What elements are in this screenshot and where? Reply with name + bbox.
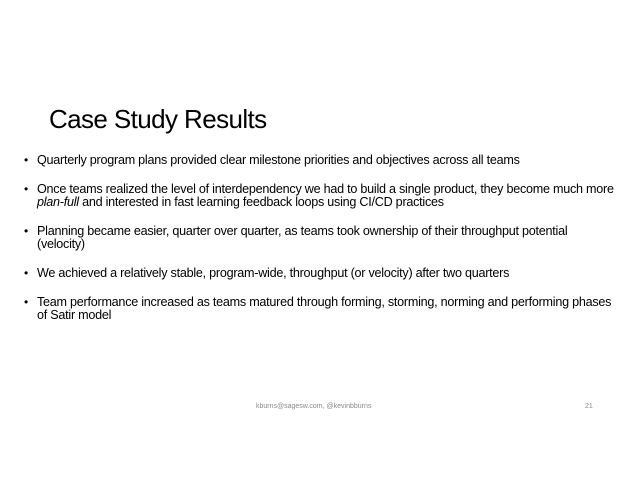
bullet-text-segment: We achieved a relatively stable, program-wide, throughput (or velocity) after two quarters <box>37 266 510 280</box>
bullet-point-icon: • <box>24 295 28 309</box>
bullet-text-segment: Once teams realized the level of interdependency we had to build a single product, they become much more <box>37 182 614 196</box>
bullet-text-segment: and interested in fast learning feedback loops using CI/CD practices <box>78 195 444 209</box>
bullet-text-segment: Planning became easier, quarter over quarter, as teams took ownership of their throughput potential (velocity) <box>37 224 568 251</box>
bullet-text <box>37 153 520 167</box>
bullet-text <box>37 266 509 280</box>
bullet-text-segment: Team performance increased as teams matured through forming, storming, norming and performing phases of Satir model <box>37 295 612 322</box>
bullet-text-emphasis: plan-full <box>37 195 79 209</box>
bullet-point-icon: • <box>24 153 28 167</box>
footer-contact: kburns@sagesw.com, @kevinbburns <box>256 403 372 410</box>
bullet-list <box>24 154 614 322</box>
bullet-point-icon: • <box>24 266 28 280</box>
bullet-text-segment: Quarterly program plans provided clear milestone priorities and objectives across all teams <box>37 153 520 167</box>
bullet-text <box>37 295 611 322</box>
bullet-item <box>24 154 614 167</box>
bullet-point-icon: • <box>24 182 28 196</box>
bullet-point-icon: • <box>24 224 28 238</box>
bullet-item <box>24 267 614 280</box>
bullet-item <box>24 225 614 251</box>
page-number: 21 <box>585 403 593 410</box>
bullet-item <box>24 183 614 209</box>
bullet-item <box>24 296 614 322</box>
bullet-text <box>37 224 567 251</box>
slide-title: Case Study Results <box>49 104 267 134</box>
bullet-text <box>37 182 614 209</box>
